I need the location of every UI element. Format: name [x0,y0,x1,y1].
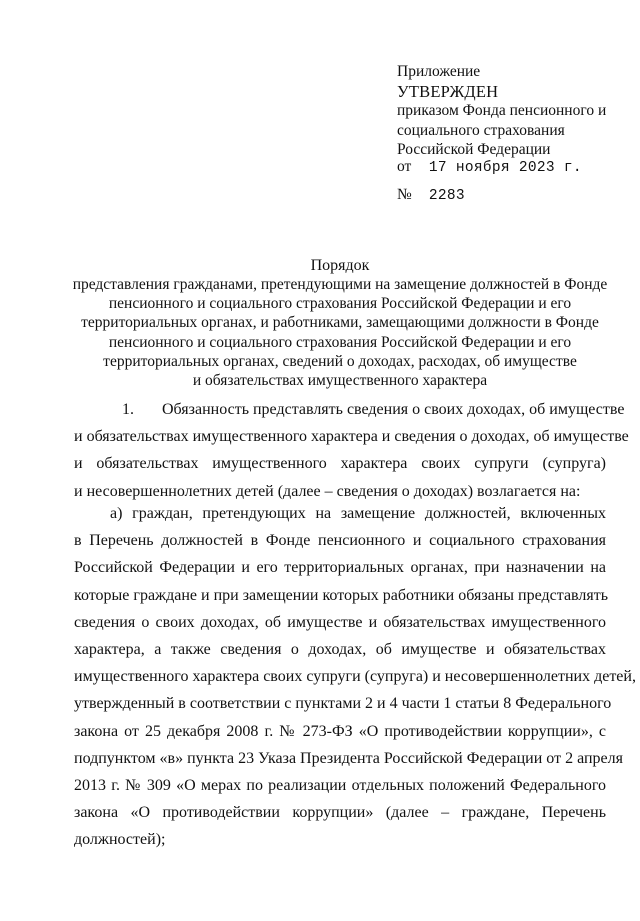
order-number-value: 2283 [428,188,465,204]
subtitle-line: территориальных органах, и работниками, замещающими должности в Фонде [81,314,599,332]
subtitle-line: и обязательствах имущественного характера [192,372,488,390]
approval-issuer-line-2: социального страхования [397,121,565,139]
paragraph-line: имущественного характера своих супруги (супруга) и несовершеннолетних детей, [74,668,636,686]
paragraph-line: в Перечень должностей в Фонде пенсионного и социального страхования [74,532,606,550]
subtitle-line: пенсионного и социального страхования Российской Федерации и его [108,333,572,351]
paragraph-number: 1. [122,401,134,418]
paragraph-line: должностей); [74,831,166,849]
paragraph-line: сведения о своих доходах, об имуществе и обязательствах имущественного [74,613,606,631]
order-number-label: № [397,186,412,203]
paragraph-line: подпунктом «в» пункта 23 Указа Президента Российской Федерации от 2 апреля [74,749,623,767]
order-date-row [397,158,582,176]
paragraph-line: а) граждан, претендующих на замещение должностей, включенных [110,505,606,522]
paragraph-1 [74,396,629,505]
approval-stamp-block [397,62,632,160]
paragraph-line: которые граждане и при замещении которых работники обязаны представлять [74,586,609,604]
subtitle-line: пенсионного и социального страхования Российской Федерации и его [108,295,572,313]
document-subtitle [70,275,610,390]
order-date-label: от [397,158,412,175]
approval-issuer-line-1: приказом Фонда пенсионного и [397,102,607,119]
paragraph-a [74,500,636,853]
annex-label: Приложение [397,63,481,80]
paragraph-line: и несовершеннолетних детей (далее – сведения о доходах) возлагается на: [74,482,581,500]
document-title: Порядок [310,257,370,274]
paragraph-line: характера, а также сведения о доходах, об имуществе и обязательствах [74,640,606,658]
paragraph-line: и обязательствах имущественного характера своих супруги (супруга) [74,455,606,473]
order-number-row [397,186,465,204]
approval-issuer-line-3: Российской Федерации [397,141,551,158]
paragraph-line-text: Обязанность представлять сведения о своих доходах, об имуществе [162,401,625,418]
paragraph-line: закона от 25 декабря 2008 г. № 273-ФЗ «О противодействии коррупции», с [74,722,606,740]
paragraph-line: и обязательствах имущественного характера и сведения о доходах, об имуществе [74,428,629,446]
subtitle-line: представления гражданами, претендующими на замещение должностей в Фонде [72,276,608,293]
paragraph-line: Российской Федерации и его территориальных органах, при назначении на [74,559,606,577]
paragraph-line: 2013 г. № 309 «О мерах по реализации отдельных положений Федерального [74,776,606,794]
order-date-value: 17 ноября 2023 г. [428,160,582,176]
paragraph-line [74,396,625,423]
approved-label: УТВЕРЖДЕН [397,81,499,101]
subtitle-line: территориальных органах, сведений о доходах, расходах, об имуществе [103,352,577,370]
paragraph-line: утвержденный в соответствии с пунктами 2 и 4 части 1 статьи 8 Федерального [74,695,612,713]
paragraph-line: закона «О противодействии коррупции» (далее – граждане, Перечень [74,804,606,822]
